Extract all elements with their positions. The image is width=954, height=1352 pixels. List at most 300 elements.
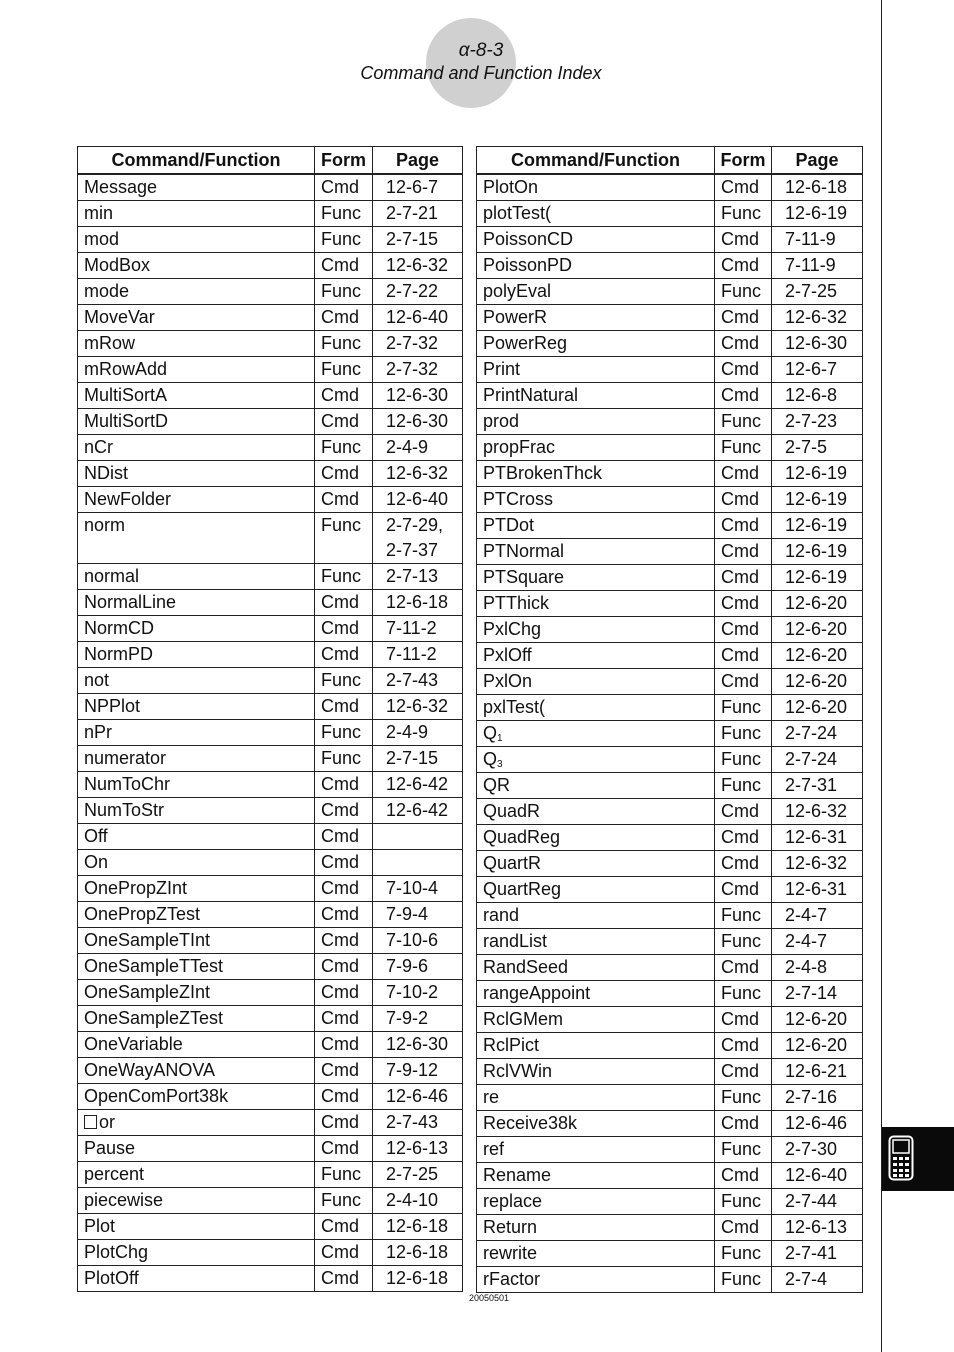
command-name-text: Print: [483, 359, 521, 379]
form-cell: Cmd: [715, 1215, 772, 1241]
form-cell: Cmd: [715, 174, 772, 201]
calculator-icon: [888, 1135, 914, 1181]
command-name: [78, 1110, 315, 1136]
table-row: [78, 798, 463, 824]
subscript: 1: [497, 733, 503, 744]
command-name-text: PTDot: [483, 515, 535, 535]
page-cell: 2-7-43: [373, 1110, 463, 1136]
command-name-text: OneWayANOVA: [84, 1060, 216, 1080]
table-row: [78, 1136, 463, 1162]
form-cell: Cmd: [715, 565, 772, 591]
form-cell: Func: [315, 279, 373, 305]
command-name: [477, 409, 715, 435]
table-row: [477, 357, 863, 383]
page-cell: 2-7-24: [772, 721, 863, 747]
table-row: [78, 201, 463, 227]
command-name: [78, 1084, 315, 1110]
command-name-text: QuadReg: [483, 827, 561, 847]
command-name: [477, 617, 715, 643]
form-cell: Cmd: [715, 825, 772, 851]
page-cell: 12-6-20: [772, 591, 863, 617]
form-cell: Cmd: [315, 694, 373, 720]
table-row: [78, 850, 463, 876]
table-row: [78, 1240, 463, 1266]
page-cell: 12-6-42: [373, 798, 463, 824]
table-row: [477, 461, 863, 487]
page-cell: 12-6-18: [373, 590, 463, 616]
command-name-text: OneSampleTInt: [84, 930, 211, 950]
form-cell: Cmd: [315, 305, 373, 331]
page-cell: 12-6-19: [772, 201, 863, 227]
page-cell: 7-11-9: [772, 227, 863, 253]
command-name-text: QuartReg: [483, 879, 562, 899]
command-name: [78, 954, 315, 980]
command-name-text: replace: [483, 1191, 543, 1211]
command-name-text: PowerR: [483, 307, 548, 327]
table-row: [78, 279, 463, 305]
table-row: [78, 383, 463, 409]
command-name: [78, 461, 315, 487]
command-name-text: OneSampleZInt: [84, 982, 211, 1002]
command-name-text: NPPlot: [84, 696, 141, 716]
command-name: [477, 1215, 715, 1241]
command-name-text: propFrac: [483, 437, 556, 457]
form-cell: Cmd: [315, 253, 373, 279]
page-cell: 2-7-41: [772, 1241, 863, 1267]
command-name: [477, 565, 715, 591]
page-cell: 12-6-8: [772, 383, 863, 409]
page-cell: 2-4-9: [373, 720, 463, 746]
command-name: [78, 409, 315, 435]
command-name: [477, 981, 715, 1007]
command-name: [78, 642, 315, 668]
command-name: [78, 1032, 315, 1058]
table-row: [78, 1214, 463, 1240]
form-cell: Cmd: [715, 799, 772, 825]
command-name: [477, 227, 715, 253]
page-cell: 2-7-24: [772, 747, 863, 773]
table-row: [78, 746, 463, 772]
form-cell: Cmd: [315, 928, 373, 954]
page-cell: 12-6-46: [772, 1111, 863, 1137]
page-cell: 7-10-4: [373, 876, 463, 902]
command-name: [78, 1162, 315, 1188]
page-cell: 2-7-15: [373, 746, 463, 772]
page-cell: 12-6-20: [772, 1033, 863, 1059]
command-name-text: PlotChg: [84, 1242, 149, 1262]
command-name-text: nCr: [84, 437, 114, 457]
command-name: [477, 1085, 715, 1111]
form-cell: Func: [715, 1085, 772, 1111]
table-row: [477, 227, 863, 253]
command-name-text: PxlChg: [483, 619, 542, 639]
form-cell: Func: [315, 1188, 373, 1214]
page-cell: 2-7-23: [772, 409, 863, 435]
command-name-text: RclPict: [483, 1035, 540, 1055]
form-cell: Cmd: [715, 851, 772, 877]
command-name-text: NDist: [84, 463, 128, 483]
table-row: [477, 1033, 863, 1059]
command-name-text: randList: [483, 931, 548, 951]
page-cell: 12-6-31: [772, 877, 863, 903]
command-name-text: rand: [483, 905, 520, 925]
command-name-text: RclVWin: [483, 1061, 553, 1081]
command-name-text: NormCD: [84, 618, 154, 638]
form-cell: Cmd: [715, 227, 772, 253]
form-cell: Func: [715, 435, 772, 461]
command-name: [78, 824, 315, 850]
page-cell: 7-9-6: [373, 954, 463, 980]
page-cell: 2-7-32: [373, 331, 463, 357]
form-cell: Cmd: [315, 980, 373, 1006]
page-cell: 7-10-6: [373, 928, 463, 954]
empty-cell: [315, 538, 373, 564]
command-name: [477, 1267, 715, 1293]
command-name: [477, 357, 715, 383]
table-row: [477, 513, 863, 539]
table-row: [477, 279, 863, 305]
table-row: [477, 1111, 863, 1137]
page-cell: 12-6-20: [772, 643, 863, 669]
command-name-text: MultiSortA: [84, 385, 168, 405]
page-cell: 2-7-29,: [373, 513, 463, 539]
table-row: [78, 1162, 463, 1188]
form-cell: Func: [715, 1137, 772, 1163]
command-name: [78, 694, 315, 720]
page-cell: 2-7-30: [772, 1137, 863, 1163]
page-cell: 12-6-30: [373, 383, 463, 409]
table-row: [477, 643, 863, 669]
command-name-text: re: [483, 1087, 500, 1107]
command-name: [477, 591, 715, 617]
column-header-name: Command/Function: [78, 147, 315, 175]
page-cell: 12-6-30: [373, 1032, 463, 1058]
form-cell: Cmd: [315, 590, 373, 616]
table-row: [78, 980, 463, 1006]
page-cell: 12-6-13: [772, 1215, 863, 1241]
table-row: [477, 1007, 863, 1033]
form-cell: Cmd: [715, 1163, 772, 1189]
command-name: [78, 383, 315, 409]
command-name: [78, 616, 315, 642]
form-cell: Cmd: [715, 1059, 772, 1085]
page-cell: 7-11-2: [373, 642, 463, 668]
table-row: [477, 1267, 863, 1293]
table-row: [78, 487, 463, 513]
command-name-text: mod: [84, 229, 120, 249]
form-cell: Func: [715, 1267, 772, 1293]
column-header-name: Command/Function: [477, 147, 715, 175]
command-name-text: PrintNatural: [483, 385, 579, 405]
form-cell: Cmd: [315, 383, 373, 409]
form-cell: Func: [315, 357, 373, 383]
page-cell: 12-6-19: [772, 565, 863, 591]
command-name: [78, 1136, 315, 1162]
form-cell: Func: [315, 227, 373, 253]
page-cell: 2-4-7: [772, 903, 863, 929]
page-cell: 12-6-40: [772, 1163, 863, 1189]
command-name: [477, 929, 715, 955]
form-cell: Cmd: [715, 1007, 772, 1033]
table-row: [477, 929, 863, 955]
command-name-text: QuadR: [483, 801, 541, 821]
table-row: [78, 564, 463, 590]
page-cell: 12-6-18: [373, 1214, 463, 1240]
command-name-text: rewrite: [483, 1243, 538, 1263]
command-name: [477, 877, 715, 903]
table-row: [78, 1084, 463, 1110]
command-name-text: QR: [483, 775, 510, 795]
page-cell: 2-7-21: [373, 201, 463, 227]
form-cell: Cmd: [715, 513, 772, 539]
command-name: [477, 487, 715, 513]
form-cell: Cmd: [315, 1266, 373, 1292]
form-cell: Func: [315, 1162, 373, 1188]
table-row: [78, 1006, 463, 1032]
command-name-text: PTCross: [483, 489, 554, 509]
form-cell: Cmd: [715, 591, 772, 617]
form-cell: Cmd: [315, 174, 373, 201]
page-cell: 2-7-4: [772, 1267, 863, 1293]
command-name: [78, 746, 315, 772]
empty-box-icon: [84, 1115, 97, 1129]
command-name: [477, 461, 715, 487]
command-name-text: Q: [483, 749, 498, 769]
command-name-text: QuartR: [483, 853, 542, 873]
command-name: [78, 1188, 315, 1214]
command-name-text: norm: [84, 515, 126, 535]
table-row: [477, 435, 863, 461]
table-row: [477, 1163, 863, 1189]
table-row: [78, 876, 463, 902]
page-cell: 2-7-44: [772, 1189, 863, 1215]
command-name-text: OneVariable: [84, 1034, 183, 1054]
command-name-text: percent: [84, 1164, 145, 1184]
form-cell: Func: [715, 1189, 772, 1215]
command-name: [477, 383, 715, 409]
form-cell: Func: [715, 201, 772, 227]
command-name-text: nPr: [84, 722, 113, 742]
page-cell: 12-6-46: [373, 1084, 463, 1110]
form-cell: Cmd: [315, 487, 373, 513]
command-name: [477, 773, 715, 799]
form-cell: Cmd: [315, 642, 373, 668]
table-row: [477, 773, 863, 799]
command-name-text: Message: [84, 177, 158, 197]
command-name-text: OneSampleTTest: [84, 956, 224, 976]
command-name: [78, 1006, 315, 1032]
table-row: [78, 772, 463, 798]
command-name-text: PlotOff: [84, 1268, 139, 1288]
command-name: [477, 174, 715, 201]
table-row: [477, 721, 863, 747]
form-cell: Cmd: [315, 876, 373, 902]
table-row: [477, 331, 863, 357]
form-cell: Cmd: [715, 305, 772, 331]
page-cell: 2-7-31: [772, 773, 863, 799]
form-cell: Cmd: [715, 331, 772, 357]
command-name-text: NewFolder: [84, 489, 172, 509]
form-cell: Cmd: [315, 902, 373, 928]
command-name-text: Return: [483, 1217, 538, 1237]
command-name: [477, 1111, 715, 1137]
index-table-right: [476, 146, 863, 1293]
page-cell: 12-6-13: [373, 1136, 463, 1162]
command-name: [477, 1137, 715, 1163]
command-name: [78, 1058, 315, 1084]
form-cell: Cmd: [315, 954, 373, 980]
table-row: [477, 617, 863, 643]
command-name: [477, 435, 715, 461]
index-table-left: [77, 146, 463, 1292]
command-name-text: Receive38k: [483, 1113, 578, 1133]
table-header-row: [477, 147, 863, 175]
table-row: [477, 253, 863, 279]
command-name-text: numerator: [84, 748, 167, 768]
command-name-text: NormPD: [84, 644, 154, 664]
table-row: [477, 174, 863, 201]
page-cell: 12-6-40: [373, 487, 463, 513]
command-name: [78, 772, 315, 798]
page-cell: 12-6-19: [772, 487, 863, 513]
form-cell: Cmd: [715, 955, 772, 981]
page-cell: 12-6-32: [772, 799, 863, 825]
command-name-text: PTBrokenThck: [483, 463, 603, 483]
command-name: [477, 1007, 715, 1033]
command-name-text: OneSampleZTest: [84, 1008, 224, 1028]
table-row: [477, 851, 863, 877]
command-name-text: NormalLine: [84, 592, 177, 612]
page-cell: 12-6-20: [772, 1007, 863, 1033]
form-cell: Cmd: [715, 1033, 772, 1059]
command-name-text: PTSquare: [483, 567, 565, 587]
command-name: [78, 227, 315, 253]
table-row: [477, 1137, 863, 1163]
table-row: [477, 955, 863, 981]
page-cell: 12-6-32: [772, 305, 863, 331]
page-cell: 2-7-15: [373, 227, 463, 253]
page-cell: 2-7-37: [373, 538, 463, 564]
page-cell: 2-7-25: [772, 279, 863, 305]
table-row: [477, 877, 863, 903]
command-name-text: not: [84, 670, 110, 690]
command-name-text: OpenComPort38k: [84, 1086, 229, 1106]
command-name-text: OnePropZTest: [84, 904, 201, 924]
form-cell: Cmd: [315, 1110, 373, 1136]
table-row-continuation: [78, 538, 463, 564]
page-cell: 12-6-18: [373, 1240, 463, 1266]
column-header-page: Page: [373, 147, 463, 175]
page-cell: 2-7-32: [373, 357, 463, 383]
command-name: [78, 279, 315, 305]
command-name: [477, 799, 715, 825]
page-cell: 12-6-20: [772, 695, 863, 721]
command-name-text: NumToStr: [84, 800, 165, 820]
table-row: [78, 928, 463, 954]
command-name-text: rFactor: [483, 1269, 541, 1289]
command-name: [78, 357, 315, 383]
table-row: [78, 954, 463, 980]
command-name-text: RandSeed: [483, 957, 569, 977]
command-name-text: MoveVar: [84, 307, 155, 327]
command-name: [78, 590, 315, 616]
table-row: [78, 1110, 463, 1136]
page-cell: 2-7-5: [772, 435, 863, 461]
page-cell: 7-11-9: [772, 253, 863, 279]
table-row: [78, 513, 463, 539]
table-header-row: [78, 147, 463, 175]
table-row: [477, 487, 863, 513]
command-name: [477, 955, 715, 981]
form-cell: Cmd: [715, 643, 772, 669]
command-name-text: Pause: [84, 1138, 136, 1158]
empty-cell: [78, 538, 315, 564]
form-cell: Func: [315, 720, 373, 746]
table-row: [477, 409, 863, 435]
command-name-text: piecewise: [84, 1190, 164, 1210]
form-cell: Cmd: [315, 1058, 373, 1084]
table-row: [78, 227, 463, 253]
command-name-text: mode: [84, 281, 130, 301]
form-cell: Func: [715, 721, 772, 747]
command-name: [78, 850, 315, 876]
page-title: Command and Function Index: [360, 63, 602, 83]
form-cell: Func: [315, 746, 373, 772]
command-name: [78, 980, 315, 1006]
form-cell: Cmd: [715, 669, 772, 695]
command-name-text: or: [99, 1112, 116, 1132]
form-cell: Cmd: [315, 461, 373, 487]
page-cell: 12-6-32: [373, 461, 463, 487]
form-cell: Cmd: [715, 877, 772, 903]
command-name: [78, 331, 315, 357]
page-cell: 12-6-19: [772, 513, 863, 539]
command-name-text: MultiSortD: [84, 411, 169, 431]
form-cell: Cmd: [315, 1032, 373, 1058]
page-cell: 12-6-32: [772, 851, 863, 877]
command-name: [477, 695, 715, 721]
command-name-text: prod: [483, 411, 520, 431]
command-name: [78, 1266, 315, 1292]
command-name-text: Rename: [483, 1165, 552, 1185]
command-name-text: Q: [483, 723, 498, 743]
page-cell: 12-6-40: [373, 305, 463, 331]
command-name: [477, 669, 715, 695]
command-name-text: PoissonCD: [483, 229, 574, 249]
form-cell: Cmd: [315, 772, 373, 798]
footer-code: 20050501: [468, 1293, 510, 1303]
command-name-text: PxlOn: [483, 671, 533, 691]
command-name: [477, 851, 715, 877]
command-name-text: ref: [483, 1139, 505, 1159]
command-name-text: PowerReg: [483, 333, 568, 353]
page-cell: 2-7-43: [373, 668, 463, 694]
form-cell: Func: [715, 773, 772, 799]
table-row: [78, 1266, 463, 1292]
table-row: [78, 357, 463, 383]
form-cell: Cmd: [715, 461, 772, 487]
chapter-side-tab: [882, 1127, 954, 1191]
table-row: [477, 747, 863, 773]
command-name: [477, 1163, 715, 1189]
command-name-text: PTThick: [483, 593, 550, 613]
page-cell: 12-6-19: [772, 539, 863, 565]
command-name: [78, 1240, 315, 1266]
command-name-text: On: [84, 852, 109, 872]
command-name: [477, 1059, 715, 1085]
command-name: [78, 798, 315, 824]
form-cell: Cmd: [715, 487, 772, 513]
